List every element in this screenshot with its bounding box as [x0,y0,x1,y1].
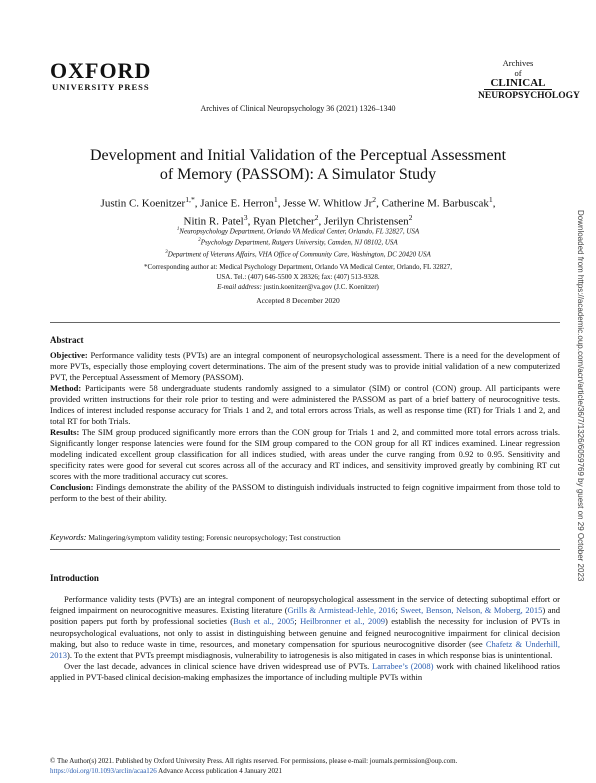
author-sup: 1 [488,195,493,204]
title-line-2: of Memory (PASSOM): A Simulator Study [159,166,437,183]
divider-top [50,322,560,323]
intro-paragraph-2 [50,661,560,683]
intro-paragraph-1 [50,594,560,661]
email-address[interactable]: justin.koenitzer@va.gov (J.C. Koenitzer) [261,283,379,291]
abstract-objective [50,350,560,383]
intro-text: work with chained likelihood ratios applied in PVT-based clinical decision-making emphasizes the importance of including multiple PVTs within [50,661,560,683]
affil-sup: 1 [176,227,180,232]
objective-label: Objective: [50,350,88,360]
journal-logo-line3: CLINICAL [490,77,546,89]
citation-link[interactable]: Grills & Armistead-Jehle, 2016 [287,605,396,616]
results-label: Results: [50,427,80,437]
corresponding-author [40,262,556,292]
keywords-label: Keywords: [50,532,87,542]
conclusion-label: Conclusion: [50,482,94,492]
intro-text: ; [294,616,301,627]
citation-link[interactable]: Sweet, Benson, Nelson, & Moberg, 2015 [400,605,543,616]
journal-logo-rule [484,89,552,90]
author-name[interactable]: Justin C. Koenitzer [100,197,186,210]
journal-logo-line1: Archives [502,58,534,68]
corr-line-2: USA. Tel.: (407) 646-5500 X 28326; fax: (407) 513-9328. [216,273,380,281]
abstract-body [50,350,560,504]
author-sup: 2 [408,212,413,222]
affil-text: Department of Veterans Affairs, VHA Office of Community Care, Washington, DC 20420 USA [167,249,431,258]
author-name[interactable]: , Catherine M. Barbuscak [376,197,489,210]
method-text: Participants were 58 undergraduate students randomly assigned to a simulator (SIM) or control (CON) group. All participants were provided written instructions for their role prior to testing and were administered the PASSOM as part of a brief battery of neurocognitive tests. Indices of interest included response accuracy for Trials 1 and 2, and total errors across Trials, as well as response time (RT) for Trials 1 and 2, and total RT for both Trials. [50,383,560,426]
title-line-1: Development and Initial Validation of the Perceptual Assessment [89,147,507,164]
affil-sup: 2 [198,238,201,244]
affil-sup: 3 [165,249,168,255]
doi-link[interactable]: https://doi.org/10.1093/arclin/acaa126 [50,767,157,775]
intro-text: ). To the extent that PVTs preempt misdiagnosis, vulnerability to iatrogenesis is also mitigated in cases in which response bias is unintentional. [67,650,553,661]
download-note: Downloaded from https://academic.oup.com/acn/article/36/7/1326/6059769 by guest on 29 October 2023 [576,210,585,582]
intro-text: Over the last decade, advances in clinical science have driven widespread use of PVTs. [64,661,373,672]
author-sup: 2 [372,195,377,204]
citation-link[interactable]: Larrabee’s (2008) [372,661,434,672]
results-text: The SIM group produced significantly more errors than the CON group for Trials 1 and 2, and committed more total errors across trials. Significantly longer response latencies were found for the SIM group compared to the CON group for all RT indices examined. Linear regression modeling indicated excellent group classification for all indices studied, with areas under the curve ranging from 0.92 to 0.95. Sensitivity and specificity rates were good for several cut scores across all of the accuracy and RT indices, and sensitivity improved greatly by combining RT cut scores with the more traditional accuracy cut scores. [50,427,560,481]
keywords-text: Malingering/symptom validity testing; Forensic neuropsychology; Test construction [86,533,341,542]
intro-text: ; [395,605,401,616]
author-list [40,193,556,228]
objective-text: Performance validity tests (PVTs) are an integral component of neuropsychological assessment. There is a need for the development of more PVTs, especially those employing covert determinations. The aim of the present study was to provide initial validation of a new computerized PVT, the Perceptual Assessment of Memory (PASSOM). [50,350,560,382]
affil-text: Psychology Department, Rutgers University, Camden, NJ 08102, USA [200,238,398,247]
introduction-body [50,594,560,684]
author-name[interactable]: , Jesse W. Whitlow Jr [277,197,373,210]
author-name[interactable]: , Ryan Pletcher [247,215,315,228]
introduction-heading: Introduction [50,573,99,583]
download-sidebar [575,210,589,600]
doi-line [50,766,570,776]
citation-link[interactable]: Bush et al., 2005 [233,616,295,627]
author-sup: 2 [314,212,319,222]
intro-text: ) and position papers put forth by professional societies ( [50,605,560,627]
page-footer [50,756,570,776]
journal-logo-line2: of [514,68,522,78]
oxford-logo: OXFORD [50,58,152,83]
intro-text: ) establish the necessity for inclusion of PVTs in neuropsychological evaluations, not only to assist in distinguishing between genuine and feigned neurocognitive impairment for clinical decision making, but also to reduce waste in time, resources, and monetary compensation for spurious neurocognitive disorder (see [50,616,561,649]
divider-bottom [50,549,560,550]
affiliation-1 [40,225,556,236]
journal-logo-line4: NEUROPSYCHOLOGY [478,91,580,101]
oxford-logo-subtitle: UNIVERSITY PRESS [52,82,150,92]
author-name[interactable]: Nitin R. Patel [183,215,244,228]
affil-text: Neuropsychology Department, Orlando VA Medical Center, Orlando, FL 32827, USA [179,227,420,236]
article-title [40,146,556,184]
affiliation-2 [40,236,556,247]
method-label: Method: [50,383,82,393]
author-sup: 1,* [185,195,195,204]
citation-link[interactable]: Heilbronner et al., 2009 [300,616,385,627]
affiliations [40,225,556,259]
abstract-results [50,427,560,482]
author-sup: 3 [243,212,248,222]
journal-citation: Archives of Clinical Neuropsychology 36 (2021) 1326–1340 [200,104,396,113]
email-label: E-mail address: [217,283,262,291]
author-name[interactable]: , Jerilyn Christensen [318,215,409,228]
advance-access: Advance Access publication 4 January 2021 [156,767,282,775]
accepted-date: Accepted 8 December 2020 [256,296,340,305]
journal-logo [478,58,580,101]
citation-link[interactable]: Chafetz & Underhill, 2013 [50,638,560,661]
author-sup: 1 [273,195,278,204]
keywords [50,532,560,542]
abstract-conclusion [50,482,560,504]
author-name[interactable]: , Janice E. Herron [194,197,274,210]
conclusion-text: Findings demonstrate the ability of the PASSOM to distinguish individuals instructed to feign cognitive impairment from those told to perform to the best of their ability. [50,482,560,503]
corr-line-1: *Corresponding author at: Medical Psychology Department, Orlando VA Medical Center, Orlando, FL 32827, [144,263,452,271]
abstract-method [50,383,560,427]
affiliation-3 [40,248,556,259]
abstract-heading: Abstract [50,335,84,345]
copyright-line: © The Author(s) 2021. Published by Oxford University Press. All rights reserved. For permissions, please e-mail: journals.permission@oup.com. [50,757,458,765]
intro-text: Performance validity tests (PVTs) are an integral component of neuropsychological assessment in the service of detecting suboptimal effort or feigned impairment on neurocognitive measures. Existing literature ( [50,594,560,616]
corr-email [40,282,556,292]
authors-line-1: Justin C. Koenitzer$^{1,*}$, Janice E. Herron$^1$, Jesse W. Whitlow Jr$^2$, Catherine M. Barbuscak$^1$, [100,195,496,210]
